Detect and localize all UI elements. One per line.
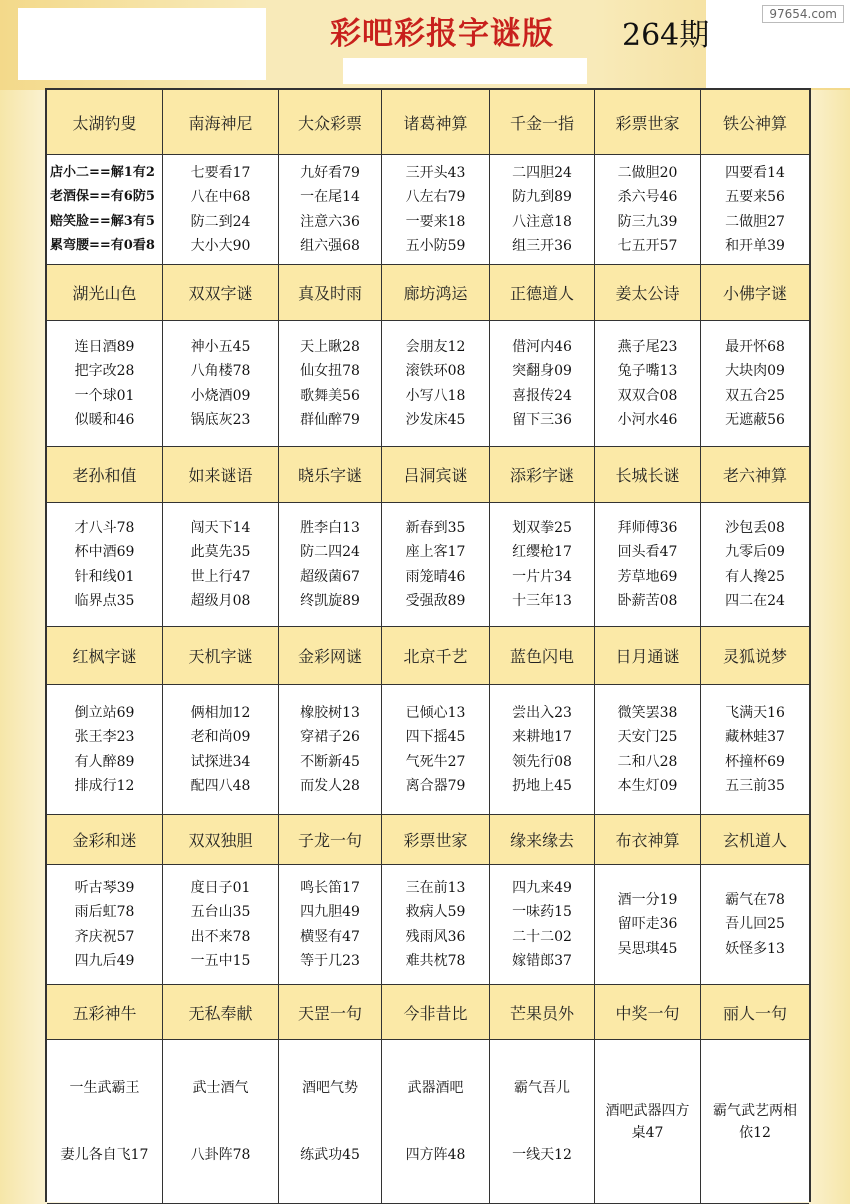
riddle-line: 七要看17 <box>190 164 251 181</box>
riddle-line: 雨后虹78 <box>74 904 135 920</box>
riddle-cell <box>279 1040 382 1204</box>
author-name: 灵狐说梦 <box>701 627 809 685</box>
riddle-line: 嫁错郎37 <box>512 953 572 969</box>
riddle-cell <box>382 503 490 627</box>
riddle-line: 一片片34 <box>512 568 572 585</box>
riddle-line: 八在中68 <box>190 189 251 205</box>
riddle-line: 武器酒吧 <box>407 1079 464 1096</box>
riddle-line: 连日酒89 <box>74 338 135 355</box>
riddle-line: 五要来56 <box>725 189 785 205</box>
riddle-line: 四二在24 <box>725 593 785 609</box>
author-name: 添彩字谜 <box>490 447 595 503</box>
riddle-cell <box>595 321 701 447</box>
riddle-line: 尝出入23 <box>512 704 572 721</box>
riddle-cell <box>47 1040 163 1204</box>
riddle-line: 红缨枪17 <box>512 544 572 560</box>
riddle-line: 八角楼78 <box>190 363 251 379</box>
riddle-line: 老和尚09 <box>190 729 251 745</box>
author-name: 南海神尼 <box>163 90 279 155</box>
riddle-cell <box>595 155 701 265</box>
riddle-cell <box>47 155 163 265</box>
riddle-line: 残雨风36 <box>405 928 466 945</box>
author-name: 吕洞宾谜 <box>382 447 490 503</box>
riddle-line: 吾儿回25 <box>725 916 785 933</box>
riddle-row <box>47 321 809 447</box>
riddle-line: 店小二==解1有2 <box>50 164 155 180</box>
riddle-line: 超级月08 <box>190 593 251 609</box>
riddle-cell <box>595 1040 701 1204</box>
riddle-cell <box>490 503 595 627</box>
riddle-line: 酒一分19 <box>617 891 678 908</box>
author-name: 金彩和迷 <box>47 815 163 865</box>
riddle-line: 临界点35 <box>74 593 135 609</box>
author-name: 无私奉献 <box>163 985 279 1040</box>
riddle-cell <box>279 321 382 447</box>
riddle-cell <box>701 1040 809 1204</box>
author-name: 长城长谜 <box>595 447 701 503</box>
riddle-line: 难共枕78 <box>405 953 466 969</box>
riddle-line: 借河内46 <box>512 338 572 355</box>
riddle-line: 芳草地69 <box>617 568 678 585</box>
riddle-line: 神小五45 <box>190 338 251 355</box>
riddle-cell <box>163 1040 279 1204</box>
riddle-line: 注意六36 <box>300 213 360 230</box>
riddle-cell <box>279 685 382 815</box>
riddle-cell <box>163 155 279 265</box>
riddle-line: 一个球01 <box>74 387 135 404</box>
riddle-cell <box>47 321 163 447</box>
riddle-line: 九好看79 <box>300 164 360 181</box>
riddle-row <box>47 865 809 985</box>
riddle-line: 气死牛27 <box>405 753 466 770</box>
riddle-line: 胜李白13 <box>300 519 360 536</box>
riddle-line: 妖怪多13 <box>725 940 785 957</box>
riddle-line: 二和八28 <box>617 753 678 770</box>
riddle-cell <box>279 503 382 627</box>
riddle-line: 俩相加12 <box>190 704 251 721</box>
riddle-line: 似暖和46 <box>74 412 135 428</box>
riddle-line: 十三年13 <box>512 593 572 609</box>
author-name: 彩票世家 <box>595 90 701 155</box>
riddle-line: 防九到89 <box>512 189 572 205</box>
riddle-line: 和开单39 <box>725 238 785 254</box>
riddle-line: 出不来78 <box>190 928 251 945</box>
author-name: 日月通谜 <box>595 627 701 685</box>
riddle-line: 一在尾14 <box>300 189 360 205</box>
riddle-line: 有人醉89 <box>74 753 135 770</box>
riddle-line: 超级菌67 <box>300 568 360 585</box>
riddle-line: 沙包丢08 <box>725 519 785 536</box>
riddle-line: 兔子嘴13 <box>617 363 678 379</box>
riddle-line: 九零后09 <box>725 544 785 560</box>
author-name: 太湖钓叟 <box>47 90 163 155</box>
author-header-row <box>47 627 809 685</box>
riddle-cell <box>701 155 809 265</box>
riddle-line: 穿裙子26 <box>300 729 360 745</box>
riddle-line: 四九胆49 <box>300 904 360 920</box>
riddle-cell <box>382 865 490 985</box>
author-name: 晓乐字谜 <box>279 447 382 503</box>
author-name: 正德道人 <box>490 265 595 321</box>
site-watermark: 97654.com <box>762 5 844 23</box>
riddle-cell <box>490 155 595 265</box>
riddle-line: 四九后49 <box>74 953 135 969</box>
riddle-line: 闯天下14 <box>190 519 251 536</box>
riddle-line: 倒立站69 <box>74 704 135 721</box>
riddle-line: 二十二02 <box>512 928 572 945</box>
riddle-line: 天上瞅28 <box>300 338 360 355</box>
author-name: 老六神算 <box>701 447 809 503</box>
author-name: 铁公神算 <box>701 90 809 155</box>
riddle-cell <box>701 865 809 985</box>
riddle-line: 不断新45 <box>300 753 360 770</box>
author-name: 红枫字谜 <box>47 627 163 685</box>
riddle-line: 防二到24 <box>190 213 251 230</box>
riddle-cell <box>701 321 809 447</box>
riddle-line: 五台山35 <box>190 904 251 920</box>
riddle-line: 会朋友12 <box>405 338 466 355</box>
riddle-cell <box>701 685 809 815</box>
riddle-line: 齐庆祝57 <box>74 928 135 945</box>
blank-panel <box>18 8 266 80</box>
riddle-line: 小写八18 <box>405 387 466 404</box>
riddle-cell <box>595 865 701 985</box>
riddle-line: 武士酒气 <box>192 1079 249 1096</box>
author-name: 玄机道人 <box>701 815 809 865</box>
riddle-cell <box>163 321 279 447</box>
riddle-line: 三在前13 <box>405 879 466 896</box>
riddle-line: 霸气武艺两相依12 <box>713 1102 797 1141</box>
riddle-line: 七五开57 <box>617 238 678 254</box>
issue-number: 264期 <box>622 18 710 53</box>
riddle-line: 最开怀68 <box>725 338 785 355</box>
author-name: 布衣神算 <box>595 815 701 865</box>
riddle-line: 霸气吾儿 <box>514 1079 570 1096</box>
riddle-line: 座上客17 <box>405 544 466 560</box>
author-header-row <box>47 815 809 865</box>
author-name: 芒果员外 <box>490 985 595 1040</box>
riddle-line: 受强敌89 <box>405 593 466 609</box>
riddle-line: 横竖有47 <box>300 928 360 945</box>
riddle-line: 酒吧气势 <box>302 1079 358 1096</box>
riddle-line: 吴思琪45 <box>617 940 678 957</box>
riddle-line: 燕子尾23 <box>617 338 678 355</box>
riddle-line: 针和线01 <box>74 568 135 585</box>
riddle-cell <box>595 503 701 627</box>
riddle-line: 而发人28 <box>300 778 360 794</box>
riddle-line: 一生武霸王 <box>69 1079 140 1096</box>
riddle-line: 留下三36 <box>512 412 572 428</box>
author-header-row <box>47 90 809 155</box>
riddle-line: 二做胆27 <box>725 213 785 230</box>
riddle-line: 张王李23 <box>74 729 135 745</box>
riddle-line: 四下摇45 <box>405 729 466 745</box>
riddle-cell <box>595 685 701 815</box>
riddle-line: 四方阵48 <box>405 1147 466 1163</box>
riddle-line: 小烧酒09 <box>190 387 251 404</box>
riddle-line: 二做胆20 <box>617 164 678 181</box>
riddle-line: 听古琴39 <box>74 879 135 896</box>
riddle-line: 一线天12 <box>512 1147 572 1163</box>
riddle-line: 双双合08 <box>617 387 678 404</box>
riddle-line: 等于几23 <box>300 953 360 969</box>
riddle-line: 领先行08 <box>512 753 572 770</box>
riddle-line: 四九来49 <box>512 879 572 896</box>
riddle-line: 排成行12 <box>74 778 135 794</box>
riddle-line: 留吓走36 <box>617 916 678 933</box>
riddle-line: 大块肉09 <box>725 363 785 379</box>
author-name: 如来谜语 <box>163 447 279 503</box>
riddle-line: 霸气在78 <box>725 891 785 908</box>
riddle-cell <box>490 1040 595 1204</box>
riddle-line: 歌舞美56 <box>300 387 360 404</box>
riddle-line: 五小防59 <box>405 238 466 254</box>
author-name: 中奖一句 <box>595 985 701 1040</box>
riddle-line: 八注意18 <box>512 213 572 230</box>
riddle-line: 杯中酒69 <box>74 544 135 560</box>
riddle-line: 大小大90 <box>190 238 251 254</box>
riddle-line: 回头看47 <box>617 544 678 560</box>
riddle-row <box>47 1040 809 1204</box>
riddle-line: 来耕地17 <box>512 729 572 745</box>
author-name: 湖光山色 <box>47 265 163 321</box>
riddle-line: 杀六号46 <box>617 189 678 205</box>
riddle-line: 天安门25 <box>617 729 678 745</box>
riddle-line: 锅底灰23 <box>190 412 251 428</box>
riddle-line: 喜报传24 <box>512 387 572 404</box>
riddle-row <box>47 155 809 265</box>
riddle-line: 卧薪苦08 <box>617 593 678 609</box>
riddle-cell <box>490 865 595 985</box>
riddle-cell <box>163 865 279 985</box>
riddle-line: 练武功45 <box>300 1147 360 1163</box>
riddle-cell <box>382 155 490 265</box>
riddle-line: 双五合25 <box>725 387 785 404</box>
author-name: 丽人一句 <box>701 985 809 1040</box>
riddle-line: 赔笑脸==解3有5 <box>50 213 155 229</box>
riddle-cell <box>490 685 595 815</box>
riddle-line: 防三九39 <box>617 213 678 230</box>
riddle-line: 小河水46 <box>617 412 678 428</box>
riddle-line: 四要看14 <box>725 164 785 181</box>
riddle-line: 微笑罢38 <box>617 704 678 721</box>
riddle-line: 新春到35 <box>405 519 466 536</box>
riddle-line: 世上行47 <box>190 568 251 585</box>
riddle-line: 度日子01 <box>190 879 251 896</box>
author-name: 北京千艺 <box>382 627 490 685</box>
riddle-line: 群仙醉79 <box>300 412 360 428</box>
author-name: 天机字谜 <box>163 627 279 685</box>
riddle-line: 有人搀25 <box>725 568 785 585</box>
riddle-cell <box>163 503 279 627</box>
riddle-row <box>47 503 809 627</box>
author-name: 彩票世家 <box>382 815 490 865</box>
author-name: 大众彩票 <box>279 90 382 155</box>
riddle-line: 鸣长笛17 <box>300 879 360 896</box>
author-name: 廊坊鸿运 <box>382 265 490 321</box>
riddle-line: 杯撞杯69 <box>725 753 785 770</box>
author-header-row <box>47 985 809 1040</box>
author-name: 千金一指 <box>490 90 595 155</box>
riddle-line: 才八斗78 <box>74 519 135 536</box>
riddle-cell <box>47 503 163 627</box>
riddle-line: 扔地上45 <box>512 778 572 794</box>
riddle-line: 老酒保==有6防5 <box>50 189 155 204</box>
riddle-line: 仙女扭78 <box>300 363 360 379</box>
blank-strip <box>343 58 587 84</box>
riddle-line: 离合器79 <box>405 778 466 794</box>
riddle-line: 八卦阵78 <box>190 1147 251 1163</box>
riddle-line: 划双拳25 <box>512 519 572 536</box>
riddle-line: 突翻身09 <box>512 363 572 379</box>
riddle-line: 橡胶树13 <box>300 704 360 721</box>
author-name: 今非昔比 <box>382 985 490 1040</box>
riddle-line: 配四八48 <box>190 778 251 794</box>
riddle-cell <box>382 321 490 447</box>
author-name: 老孙和值 <box>47 447 163 503</box>
riddle-cell <box>47 685 163 815</box>
author-name: 子龙一句 <box>279 815 382 865</box>
riddle-line: 一味药15 <box>512 904 572 920</box>
riddle-line: 已倾心13 <box>405 704 466 721</box>
riddle-line: 组三开36 <box>512 238 572 254</box>
riddle-line: 藏林蛙37 <box>725 729 785 745</box>
author-name: 小佛字谜 <box>701 265 809 321</box>
riddle-line: 终凯旋89 <box>300 593 360 609</box>
author-name: 姜太公诗 <box>595 265 701 321</box>
riddle-cell <box>163 685 279 815</box>
author-name: 真及时雨 <box>279 265 382 321</box>
riddle-cell <box>279 155 382 265</box>
riddle-table <box>45 88 811 1202</box>
riddle-line: 五三前35 <box>725 778 785 794</box>
riddle-line: 试探进34 <box>190 753 251 770</box>
riddle-line: 无遮蔽56 <box>725 412 785 428</box>
riddle-line: 酒吧武器四方桌47 <box>605 1102 690 1141</box>
author-name: 金彩网谜 <box>279 627 382 685</box>
author-name: 诸葛神算 <box>382 90 490 155</box>
riddle-line: 组六强68 <box>300 238 360 254</box>
riddle-row <box>47 685 809 815</box>
riddle-cell <box>701 503 809 627</box>
riddle-cell <box>382 685 490 815</box>
riddle-line: 雨笼晴46 <box>405 568 466 585</box>
riddle-cell <box>279 865 382 985</box>
riddle-line: 滚铁环08 <box>405 363 466 379</box>
riddle-line: 沙发床45 <box>405 412 466 428</box>
riddle-line: 三开头43 <box>405 164 466 181</box>
riddle-line: 此莫先35 <box>190 544 251 560</box>
riddle-cell <box>382 1040 490 1204</box>
riddle-line: 拜师傅36 <box>617 519 678 536</box>
author-name: 双双字谜 <box>163 265 279 321</box>
riddle-line: 八左右79 <box>405 189 466 205</box>
riddle-line: 本生灯09 <box>617 778 678 794</box>
author-name: 双双独胆 <box>163 815 279 865</box>
riddle-cell <box>47 865 163 985</box>
riddle-line: 妻儿各自飞17 <box>60 1147 149 1163</box>
riddle-line: 救病人59 <box>405 904 466 920</box>
riddle-line: 累弯腰==有0看8 <box>50 238 155 253</box>
riddle-line: 把字改28 <box>74 363 135 379</box>
riddle-line: 一要来18 <box>405 213 466 230</box>
riddle-line: 防二四24 <box>300 544 360 560</box>
riddle-line: 一五中15 <box>190 953 251 969</box>
author-name: 缘来缘去 <box>490 815 595 865</box>
riddle-line: 二四胆24 <box>512 164 572 181</box>
page-title: 彩吧彩报字谜版 <box>330 16 554 52</box>
riddle-line: 飞满天16 <box>725 704 785 721</box>
riddle-cell <box>490 321 595 447</box>
author-header-row <box>47 265 809 321</box>
author-name: 蓝色闪电 <box>490 627 595 685</box>
author-name: 五彩神牛 <box>47 985 163 1040</box>
author-name: 天罡一句 <box>279 985 382 1040</box>
author-header-row <box>47 447 809 503</box>
